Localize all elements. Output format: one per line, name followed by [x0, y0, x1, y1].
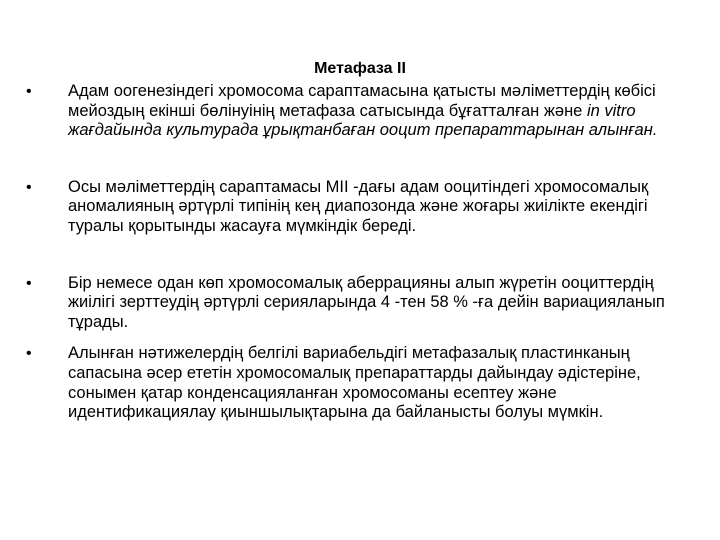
- slide-title: Метафаза II: [314, 60, 406, 77]
- bullet-dot-icon: •: [26, 178, 32, 196]
- bullet-list: [26, 82, 696, 423]
- bullet-item: [26, 82, 696, 141]
- bullet-dot-icon: •: [26, 345, 32, 363]
- bullet-dot-icon: •: [26, 274, 32, 292]
- bullet-item: [26, 274, 696, 333]
- bullet-text: Адам оогенезіндегі хромосома сараптамасына қатысты мәліметтердің көбісі мейоздың екінші бөлінуінің метафаза сатысында бұғатталған және: [68, 82, 656, 120]
- bullet-text: Осы мәліметтердің сараптамасы МІІ -дағы адам ооцитіндегі хромосомалық аномалияның әртүрлі типінің кең диапозонда және жоғары жиілікте екендігі туралы қорытынды жасауға мүмкіндік береді.: [68, 177, 649, 235]
- bullet-text: Бір немесе одан көп хромосомалық аберрацияны алып жүретін ооциттердің жиілігі зерттеудің әртүрлі серияларында 4 -тен 58 % -ға дейін вариацияланып тұрады.: [68, 273, 665, 331]
- bullet-item: [26, 344, 696, 422]
- bullet-italic-text: in vitro жағдайында культурада ұрықтанбаған ооцит препараттарынан алынған.: [68, 101, 658, 140]
- bullet-text: Алынған нәтижелердің белгілі вариабельдігі метафазалық пластинканың сапасына әсер ететін хромосомалық препараттарды дайындау әдістеріне, сонымен қатар конденсацияланған хромосоманы есептеу және идентификациялау қиыншылықтарына да байланысты болуы мүмкін.: [68, 344, 641, 422]
- bullet-item: [26, 178, 696, 237]
- bullet-dot-icon: •: [26, 83, 32, 100]
